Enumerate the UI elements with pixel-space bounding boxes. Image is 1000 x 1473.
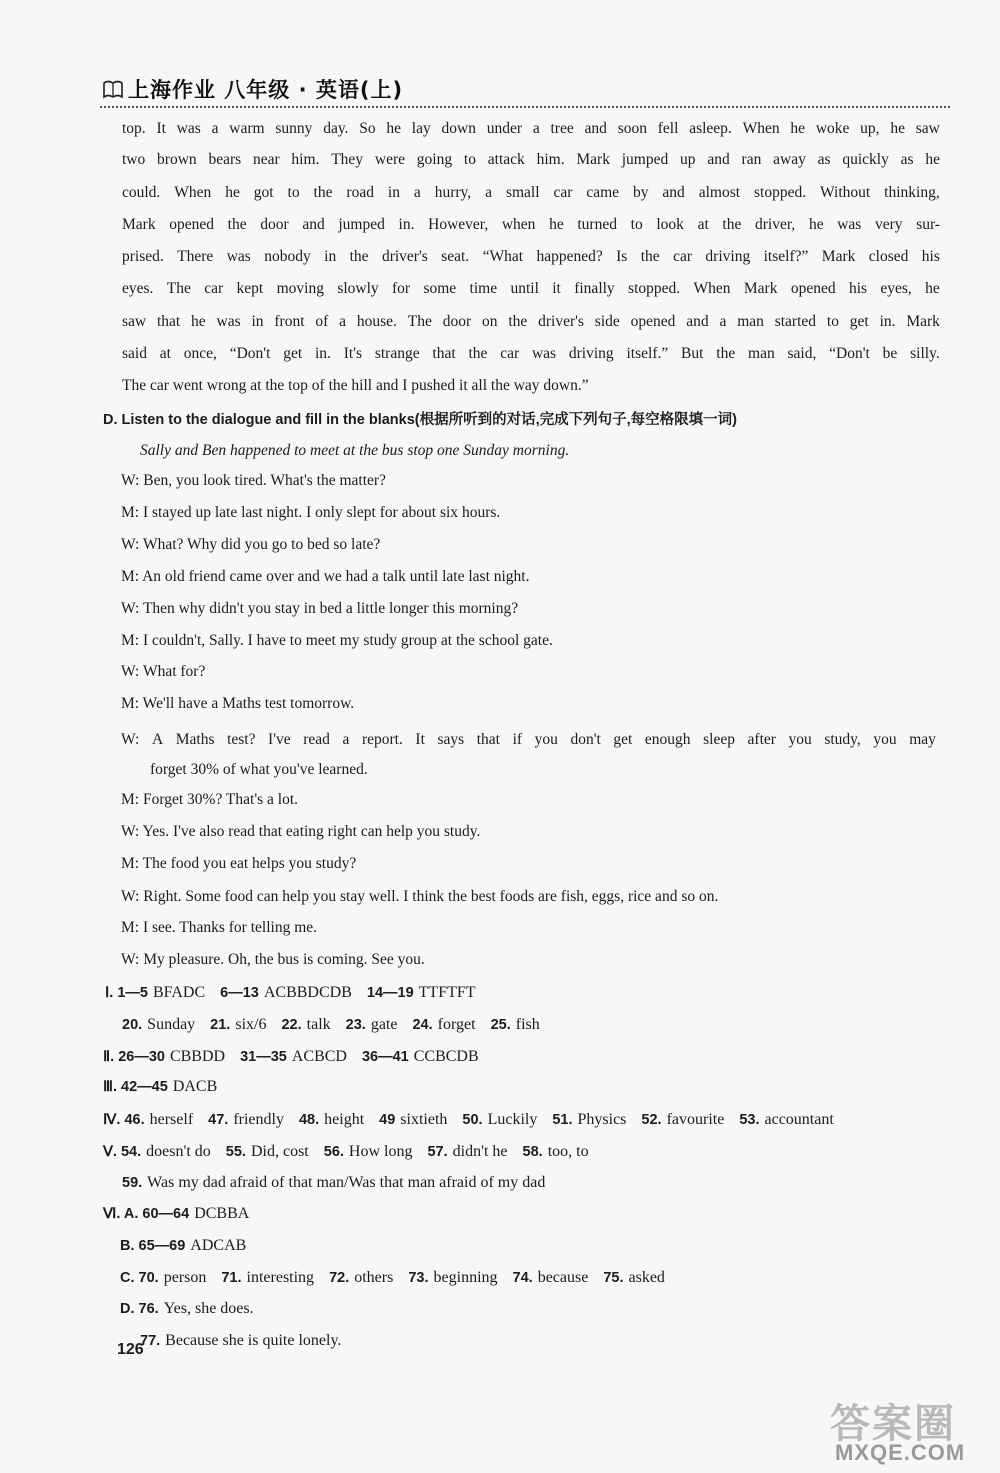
- passage-line: prised. There was nobody in the driver's seat. “What happened? Is the car driving itself?” Mark closed his: [122, 248, 940, 265]
- dialogue-line: W: My pleasure. Oh, the bus is coming. See you.: [121, 951, 425, 968]
- answer-value: Did, cost: [250, 1143, 309, 1160]
- answer-number: B. 65—69: [120, 1238, 186, 1254]
- answer-number: 58.: [522, 1144, 543, 1160]
- answer-value: favourite: [666, 1111, 725, 1128]
- answer-number: 73.: [408, 1270, 429, 1286]
- dialogue-line: W: Right. Some food can help you stay well. I think the best foods are fish, eggs, rice and so on.: [121, 888, 719, 905]
- answer-value: friendly: [233, 1111, 284, 1128]
- page-number: 126: [117, 1341, 144, 1358]
- answer-number: Ⅲ. 42—45: [103, 1079, 168, 1095]
- answer-number: 24.: [412, 1017, 433, 1033]
- section-d-title: D. Listen to the dialogue and fill in the blanks(根据所听到的对话,完成下列句子,每空格限填一词): [103, 412, 737, 428]
- passage-line: top. It was a warm sunny day. So he lay down under a tree and soon fell asleep. When he woke up, he saw: [122, 120, 940, 137]
- answer-number: 56.: [323, 1144, 344, 1160]
- answer-value: gate: [370, 1016, 398, 1033]
- answer-number: C. 70.: [120, 1270, 159, 1286]
- answer-value: Was my dad afraid of that man/Was that man afraid of my dad: [147, 1174, 546, 1191]
- answer-number: 47.: [208, 1112, 229, 1128]
- answer-value: DCBBA: [194, 1205, 250, 1222]
- answer-number: 71.: [221, 1270, 242, 1286]
- answer-value: asked: [628, 1269, 665, 1286]
- answer-value: Because she is quite lonely.: [165, 1332, 342, 1349]
- passage-line: Mark opened the door and jumped in. However, when he turned to look at the driver, he was very sur-: [122, 216, 940, 233]
- dialogue-line: W: What for?: [121, 663, 206, 680]
- answer-value: CCBCDB: [413, 1048, 479, 1065]
- answer-value: BFADC: [152, 984, 206, 1001]
- passage-line: could. When he got to the road in a hurry, a small car came by and almost stopped. Without thinking,: [122, 184, 940, 201]
- answer-number: 50.: [462, 1112, 483, 1128]
- answer-number: 52.: [641, 1112, 662, 1128]
- dialogue-line: M: An old friend came over and we had a talk until late last night.: [121, 568, 530, 585]
- dialogue-intro: Sally and Ben happened to meet at the bus stop one Sunday morning.: [140, 442, 570, 459]
- header-title: 上海作业 八年级 · 英语(上): [128, 78, 404, 102]
- passage-line: two brown bears near him. They were going to attack him. Mark jumped up and ran away as quickly as he: [122, 151, 940, 168]
- answer-row: [120, 1299, 269, 1319]
- dialogue-line: M: Forget 30%? That's a lot.: [121, 791, 299, 808]
- passage-line: eyes. The car kept moving slowly for some time until it finally stopped. When Mark opened his eyes, he: [122, 280, 940, 297]
- answer-number: Ⅰ. 1—5: [105, 985, 148, 1001]
- answer-value: beginning: [433, 1269, 498, 1286]
- answer-number: 57.: [427, 1144, 448, 1160]
- watermark-url: MXQE.COM: [835, 1440, 966, 1465]
- dialogue-line: forget 30% of what you've learned.: [150, 761, 368, 778]
- answer-value: Yes, she does.: [163, 1300, 254, 1317]
- answer-number: 75.: [603, 1270, 624, 1286]
- answer-number: 51.: [552, 1112, 573, 1128]
- answer-number: 25.: [490, 1017, 511, 1033]
- answer-value: sixtieth: [400, 1111, 448, 1128]
- answer-row: [140, 1331, 356, 1351]
- answer-number: 72.: [329, 1270, 350, 1286]
- answer-value: CBBDD: [169, 1048, 226, 1065]
- answer-number: Ⅱ. 26—30: [103, 1049, 165, 1065]
- answer-number: 77.: [140, 1333, 161, 1349]
- dialogue-line: M: The food you eat helps you study?: [121, 855, 357, 872]
- answer-value: Physics: [577, 1111, 627, 1128]
- answer-value: accountant: [764, 1111, 834, 1128]
- answer-number: 21.: [210, 1017, 231, 1033]
- answer-value: herself: [149, 1111, 194, 1128]
- answer-value: ACBCD: [291, 1048, 347, 1065]
- dialogue-line: M: I stayed up late last night. I only slept for about six hours.: [121, 504, 501, 521]
- answer-value: ACBBDCDB: [263, 984, 352, 1001]
- answer-number: 53.: [739, 1112, 760, 1128]
- answer-value: forget: [437, 1016, 476, 1033]
- answer-value: person: [163, 1269, 207, 1286]
- dialogue-line: W: Yes. I've also read that eating right can help you study.: [121, 823, 481, 840]
- answer-value: How long: [348, 1143, 413, 1160]
- answer-number: 22.: [281, 1017, 302, 1033]
- answer-number: Ⅴ. 54.: [103, 1144, 142, 1160]
- answer-value: didn't he: [452, 1143, 508, 1160]
- answer-value: interesting: [246, 1269, 315, 1286]
- answer-number: 48.: [298, 1112, 320, 1128]
- answer-number: D. 76.: [120, 1301, 159, 1317]
- answer-number: 14—19: [366, 985, 414, 1001]
- answer-number: Ⅳ. 46.: [103, 1112, 145, 1128]
- answer-value: others: [354, 1269, 394, 1286]
- dialogue-line: W: Then why didn't you stay in bed a little longer this morning?: [121, 600, 519, 617]
- dialogue-line: W: What? Why did you go to bed so late?: [121, 536, 381, 553]
- answer-row: [103, 1047, 494, 1067]
- watermark-logo: 答案圈: [830, 1401, 956, 1447]
- answer-row: [120, 1236, 261, 1256]
- answer-row: [103, 1142, 604, 1162]
- answer-number: 59.: [122, 1175, 143, 1191]
- page-header: [100, 74, 950, 108]
- answer-value: fish: [515, 1016, 540, 1033]
- answer-row: [105, 983, 491, 1003]
- answer-value: TTFTFT: [418, 984, 476, 1001]
- answer-value: talk: [306, 1016, 331, 1033]
- answer-value: because: [537, 1269, 589, 1286]
- answer-number: 20.: [122, 1017, 143, 1033]
- passage-line: said at once, “Don't get in. It's strange that the car was driving itself.” But the man said, “Don't be silly.: [122, 345, 940, 362]
- answer-number: 6—13: [220, 985, 259, 1001]
- dialogue-line: W: Ben, you look tired. What's the matter?: [121, 472, 386, 489]
- answer-number: 36—41: [361, 1049, 409, 1065]
- answer-number: 49: [379, 1112, 396, 1128]
- answer-value: too, to: [547, 1143, 589, 1160]
- answer-number: 55.: [225, 1144, 246, 1160]
- passage-line: saw that he was in front of a house. The door on the driver's side opened and a man started to get in. Mark: [122, 313, 940, 330]
- dialogue-line: W: A Maths test? I've read a report. It says that if you don't get enough sleep after you study, you may: [121, 731, 936, 748]
- answer-value: DACB: [172, 1078, 218, 1095]
- answer-row: [103, 1077, 232, 1097]
- answer-row: [120, 1268, 680, 1288]
- dialogue-line: M: I see. Thanks for telling me.: [121, 919, 318, 936]
- dialogue-line: M: I couldn't, Sally. I have to meet my study group at the school gate.: [121, 632, 553, 649]
- passage-line: The car went wrong at the top of the hill and I pushed it all the way down.”: [122, 377, 589, 394]
- header-divider: [100, 106, 950, 108]
- answer-number: Ⅵ. A. 60—64: [103, 1206, 190, 1222]
- answer-row: [122, 1173, 560, 1193]
- answer-value: six/6: [235, 1016, 267, 1033]
- answer-value: Luckily: [487, 1111, 538, 1128]
- answer-number: 23.: [345, 1017, 366, 1033]
- answer-number: 31—35: [240, 1049, 287, 1065]
- answer-value: Sunday: [147, 1016, 196, 1033]
- answer-value: doesn't do: [146, 1143, 211, 1160]
- answer-row: [103, 1110, 849, 1130]
- book-icon: [102, 78, 124, 100]
- answer-number: 74.: [512, 1270, 533, 1286]
- answer-value: height: [324, 1111, 365, 1128]
- answer-row: [122, 1015, 555, 1035]
- answer-value: ADCAB: [190, 1237, 247, 1254]
- answer-row: [103, 1204, 264, 1224]
- dialogue-line: M: We'll have a Maths test tomorrow.: [121, 695, 355, 712]
